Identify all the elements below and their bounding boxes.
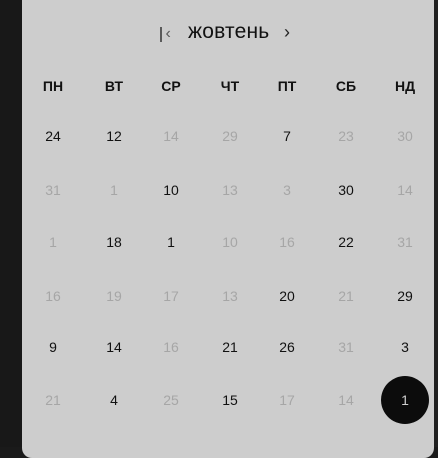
day-cell[interactable]: 15 (222, 392, 238, 408)
day-cell[interactable]: 4 (110, 392, 118, 408)
day-cell[interactable]: 16 (279, 234, 295, 250)
day-cell[interactable]: 16 (45, 288, 61, 304)
calendar-header (22, 20, 434, 46)
day-cell[interactable]: 30 (397, 128, 413, 144)
day-cell[interactable]: 31 (338, 339, 354, 355)
chevron-right-icon[interactable]: › (284, 22, 290, 42)
day-cell[interactable]: 20 (279, 288, 295, 304)
day-cell[interactable]: 1 (167, 234, 175, 250)
weekday-header: ЧТ (220, 78, 240, 94)
day-cell-selected[interactable]: 1 (381, 376, 429, 424)
day-cell[interactable]: 31 (397, 234, 413, 250)
day-cell[interactable]: 24 (45, 128, 61, 144)
day-cell[interactable]: 29 (222, 128, 238, 144)
day-cell[interactable]: 31 (45, 182, 61, 198)
day-cell[interactable]: 23 (338, 128, 354, 144)
day-cell[interactable]: 21 (45, 392, 61, 408)
day-cell[interactable]: 1 (110, 182, 118, 198)
day-cell[interactable]: 14 (106, 339, 122, 355)
day-cell[interactable]: 19 (106, 288, 122, 304)
day-cell[interactable]: 21 (222, 339, 238, 355)
day-cell[interactable]: 14 (163, 128, 179, 144)
day-cell[interactable]: 26 (279, 339, 295, 355)
day-cell[interactable]: 17 (279, 392, 295, 408)
day-cell[interactable]: 12 (106, 128, 122, 144)
day-cell[interactable]: 10 (163, 182, 179, 198)
day-cell[interactable]: 29 (397, 288, 413, 304)
month-label: жовтень (188, 20, 270, 43)
day-cell[interactable]: 9 (49, 339, 57, 355)
day-cell[interactable]: 18 (106, 234, 122, 250)
day-cell[interactable]: 13 (222, 182, 238, 198)
weekday-header: СР (161, 78, 181, 94)
weekday-header: ВТ (104, 78, 124, 94)
day-cell[interactable]: 21 (338, 288, 354, 304)
day-cell[interactable]: 16 (163, 339, 179, 355)
day-cell[interactable]: 22 (338, 234, 354, 250)
day-cell[interactable]: 30 (338, 182, 354, 198)
day-cell[interactable]: 13 (222, 288, 238, 304)
day-cell[interactable]: 25 (163, 392, 179, 408)
weekday-header: СБ (335, 78, 357, 94)
day-cell[interactable]: 3 (283, 182, 291, 198)
left-edge (0, 0, 22, 447)
weekday-header: ПН (42, 78, 64, 94)
weekday-header: ПТ (277, 78, 297, 94)
day-cell[interactable]: 7 (283, 128, 291, 144)
weekday-header: НД (394, 78, 416, 94)
day-cell[interactable]: 10 (222, 234, 238, 250)
first-page-icon[interactable]: ‹ (160, 23, 184, 45)
day-cell[interactable]: 17 (163, 288, 179, 304)
right-edge (434, 0, 438, 447)
day-cell[interactable]: 3 (401, 339, 409, 355)
day-cell[interactable]: 14 (397, 182, 413, 198)
day-cell[interactable]: 14 (338, 392, 354, 408)
day-cell[interactable]: 1 (49, 234, 57, 250)
